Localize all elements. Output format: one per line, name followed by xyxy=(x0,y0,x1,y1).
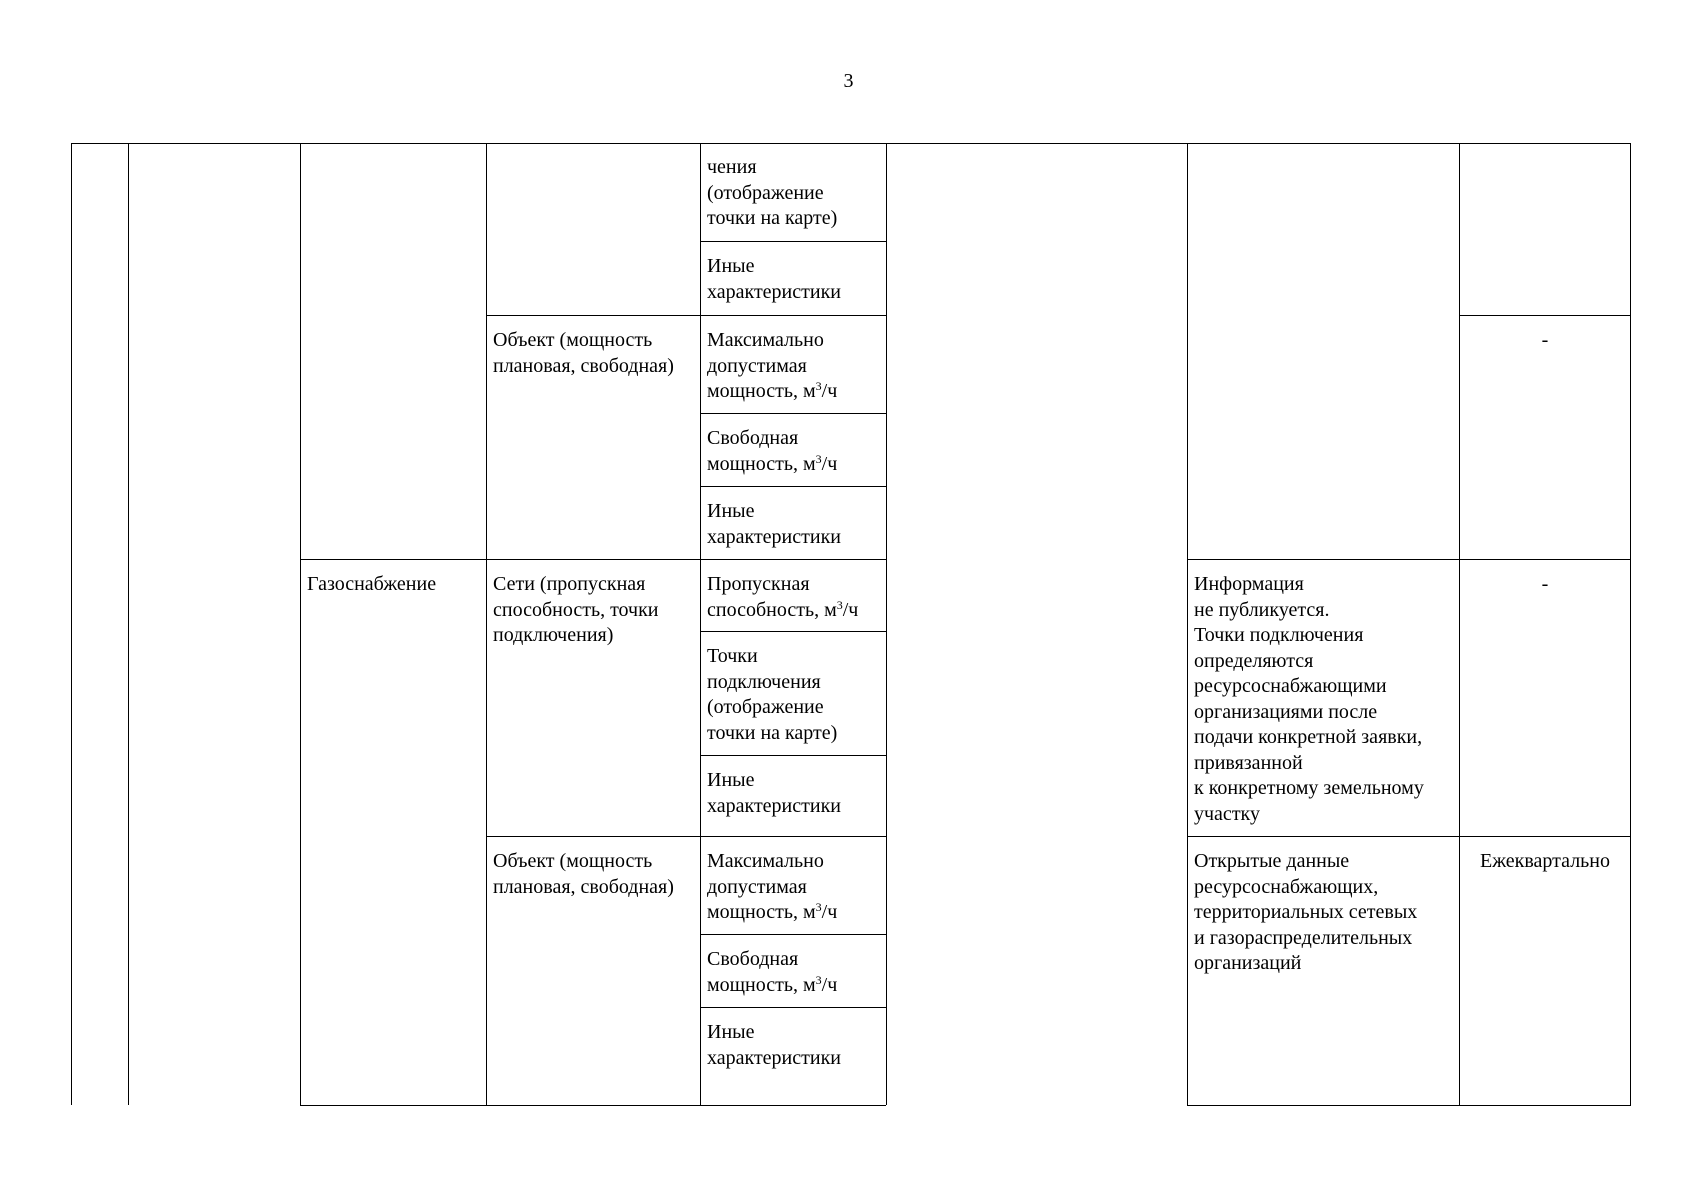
table-cell-source: Открытые данные ресурсоснабжающих, территориальных сетевых и газораспределительных организаций xyxy=(1194,850,1418,974)
unit-superscript: 3 xyxy=(815,379,822,393)
column-divider xyxy=(128,143,129,1105)
unit-superscript: 3 xyxy=(815,900,822,914)
parameter-text: Максимально допустимая мощность, м xyxy=(707,850,824,923)
table-cell-frequency: Ежеквартально xyxy=(1480,850,1610,872)
table-cell-parameter: Иные характеристики xyxy=(707,500,842,548)
table-cell-parameter: Иные характеристики xyxy=(707,1021,842,1069)
unit-superscript: 3 xyxy=(815,972,822,987)
table-cell-source: Информация не публикуется. Точки подключения определяются ресурсоснабжающими организациями после подачи конкретной заявки, привязанной к конкретному земельному участку xyxy=(1194,573,1424,825)
page-number: 3 xyxy=(843,70,854,92)
table-cell-parameter xyxy=(701,413,886,477)
table-cell-parameter: Иные характеристики xyxy=(707,769,842,817)
unit-suffix: /ч xyxy=(821,452,838,475)
table-right-border xyxy=(1630,143,1631,1105)
table-bottom-border xyxy=(300,1105,886,1106)
parameter-text: Свободная мощность, м xyxy=(707,427,816,475)
column-divider xyxy=(886,143,887,1105)
unit-suffix: /ч xyxy=(842,598,859,621)
column-divider xyxy=(71,143,72,1105)
unit-suffix: /ч xyxy=(821,973,838,996)
table-bottom-border xyxy=(1187,1105,1631,1106)
table-cell-object: Объект (мощность плановая, свободная) xyxy=(493,329,674,377)
unit-superscript: 3 xyxy=(836,597,843,612)
table-cell-parameter xyxy=(701,559,886,623)
unit-superscript: 3 xyxy=(815,451,822,466)
column-divider xyxy=(1459,143,1460,1105)
parameter-text: Максимально допустимая мощность, м xyxy=(707,329,824,402)
table-cell-parameter: Точки подключения (отображение точки на карте) xyxy=(707,645,838,744)
table-cell-parameter: чения (отображение точки на карте) xyxy=(707,156,838,229)
unit-suffix: /ч xyxy=(821,901,838,923)
table-cell-parameter xyxy=(701,836,886,926)
table-cell-frequency: - xyxy=(1541,573,1549,595)
table-cell-category: Газоснабжение xyxy=(307,573,437,595)
unit-suffix: /ч xyxy=(821,380,838,402)
column-divider xyxy=(300,143,301,1105)
table-cell-parameter: Иные характеристики xyxy=(707,255,842,303)
table-cell-parameter xyxy=(701,934,886,998)
table-cell-object: Объект (мощность плановая, свободная) xyxy=(493,850,674,898)
table-cell-frequency: - xyxy=(1541,329,1549,351)
parameter-text: Пропускная способность, м xyxy=(707,573,837,621)
table-cell-object: Сети (пропускная способность, точки подключения) xyxy=(493,573,659,646)
table-cell-parameter xyxy=(701,315,886,405)
parameter-text: Свободная мощность, м xyxy=(707,948,816,996)
